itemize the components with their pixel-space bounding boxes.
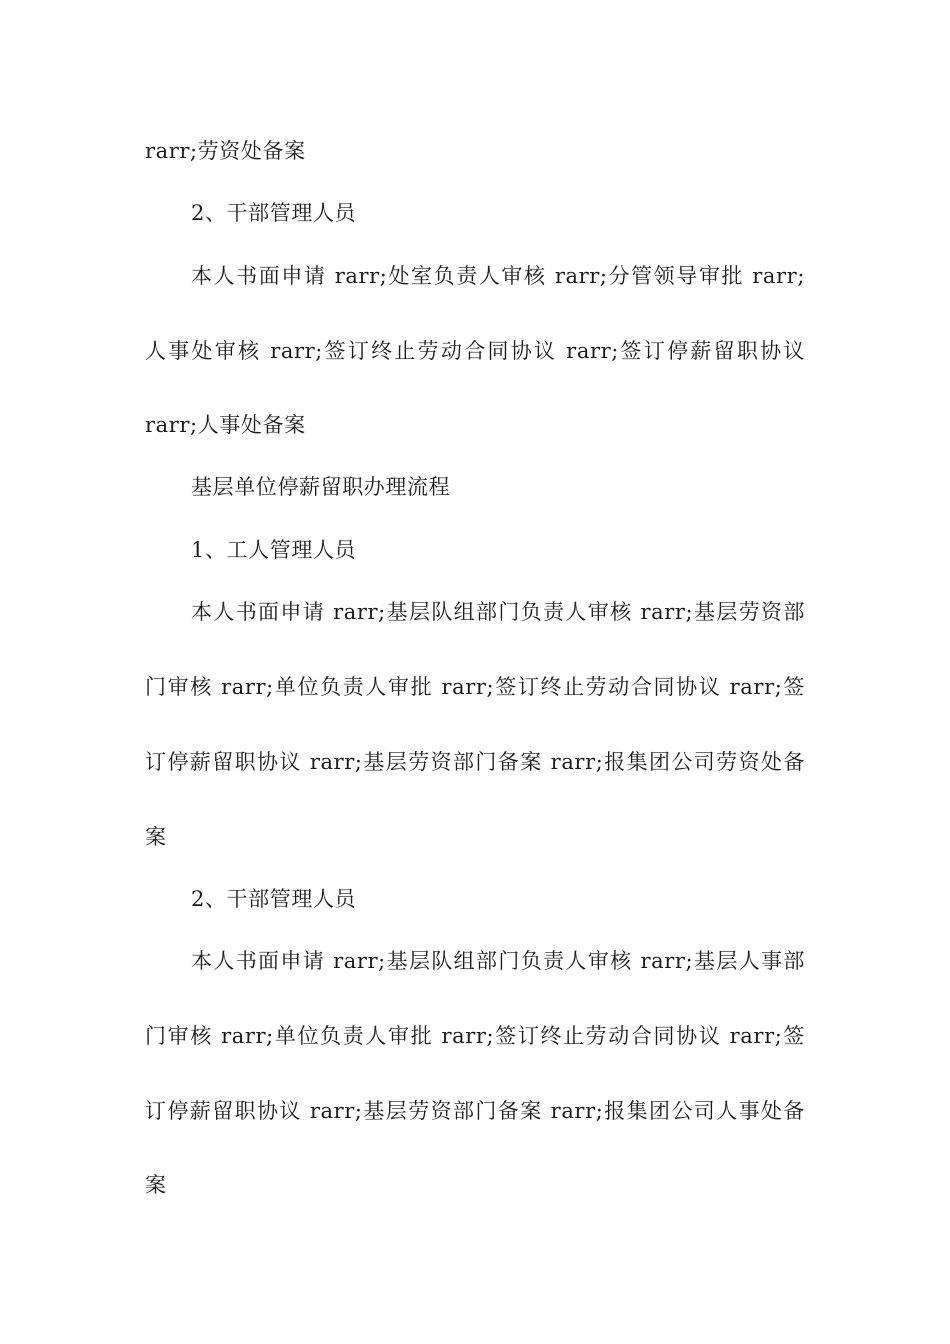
paragraph-line: 门审核 rarr;单位负责人审批 rarr;签订终止劳动合同协议 rarr;签 <box>145 675 805 699</box>
section-heading: 2、干部管理人员 <box>191 201 357 225</box>
paragraph-line: 订停薪留职协议 rarr;基层劳资部门备案 rarr;报集团公司人事处备 <box>145 1099 805 1123</box>
paragraph-line: 人事处审核 rarr;签订终止劳动合同协议 rarr;签订停薪留职协议 <box>145 339 805 363</box>
paragraph-line: 本人书面申请 rarr;处室负责人审核 rarr;分管领导审批 rarr; <box>191 264 805 288</box>
section-heading: 1、工人管理人员 <box>191 538 357 562</box>
paragraph-line: 门审核 rarr;单位负责人审批 rarr;签订终止劳动合同协议 rarr;签 <box>145 1024 805 1048</box>
paragraph-line: rarr;人事处备案 <box>145 413 306 437</box>
paragraph-line: 案 <box>145 1173 167 1197</box>
section-heading: 2、干部管理人员 <box>191 887 357 911</box>
paragraph-line: rarr;劳资处备案 <box>145 139 306 163</box>
section-title: 基层单位停薪留职办理流程 <box>191 475 451 499</box>
paragraph-line: 案 <box>145 825 167 849</box>
paragraph-line: 本人书面申请 rarr;基层队组部门负责人审核 rarr;基层劳资部 <box>191 600 805 624</box>
paragraph-line: 本人书面申请 rarr;基层队组部门负责人审核 rarr;基层人事部 <box>191 949 805 973</box>
paragraph-line: 订停薪留职协议 rarr;基层劳资部门备案 rarr;报集团公司劳资处备 <box>145 750 805 774</box>
